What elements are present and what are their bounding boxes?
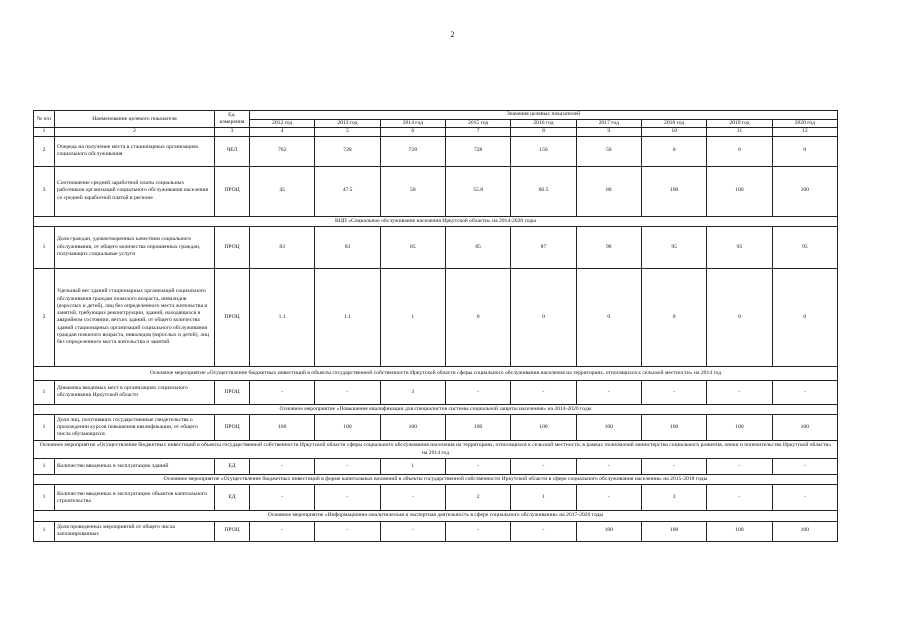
value-cell: 95	[707, 226, 772, 268]
value-cell: 100	[772, 521, 837, 541]
header-year: 2012 год	[250, 120, 315, 128]
value-cell: 100	[641, 166, 706, 216]
section-title: Основное мероприятие «Осуществление бюджетных инвестиций в объекты государственной собственности Иркутской области сферы социального обслуживания населения на территориях, относящихся к сельской местности» на 2014 год	[34, 366, 838, 380]
header-year: 2019 год	[707, 120, 772, 128]
unit-cell: ПРОЦ	[215, 268, 250, 366]
unit-cell: ПРОЦ	[215, 226, 250, 268]
value-cell: 728	[380, 136, 445, 166]
row-number: 3	[34, 166, 55, 216]
row-number: 1	[34, 226, 55, 268]
table-row	[34, 166, 838, 216]
value-cell: -	[315, 485, 380, 511]
value-cell: 100	[707, 415, 772, 441]
value-cell: 47.5	[315, 166, 380, 216]
value-cell: 100	[641, 415, 706, 441]
value-cell: -	[445, 380, 510, 404]
column-number: 1	[34, 128, 55, 136]
value-cell: -	[707, 459, 772, 475]
value-cell: 0	[445, 268, 510, 366]
unit-cell: ЕД	[215, 459, 250, 475]
indicator-name: Доля лиц, получивших государственные свидетельства о прохождении курсов повышения квалификации, от общего числа обучающихся	[55, 415, 215, 441]
header-year: 2018 год	[641, 120, 706, 128]
indicator-name: Доля проведенных мероприятий от общего числа запланированных	[55, 521, 215, 541]
row-number: 2	[34, 136, 55, 166]
table-row	[34, 380, 838, 404]
column-number: 5	[315, 128, 380, 136]
value-cell: -	[707, 485, 772, 511]
indicator-name: Доля граждан, удовлетворенных качеством социального обслуживания, от общего количества опрошенных граждан, получающих социальные услуги	[55, 226, 215, 268]
header-year: 2017 год	[576, 120, 641, 128]
value-cell: 58	[380, 166, 445, 216]
value-cell: 50	[576, 136, 641, 166]
section-title: ВЦП «Социальное обслуживание населения Иркутской области» на 2014-2020 годы	[34, 216, 838, 226]
value-cell: -	[641, 459, 706, 475]
column-number: 4	[250, 128, 315, 136]
value-cell: 3	[641, 485, 706, 511]
value-cell: -	[380, 485, 445, 511]
table-row	[34, 136, 838, 166]
page-number: 2	[450, 30, 455, 39]
value-cell: 100	[641, 521, 706, 541]
value-cell: 0	[707, 268, 772, 366]
value-cell: -	[445, 521, 510, 541]
value-cell: 100	[576, 415, 641, 441]
unit-cell: ПРОЦ	[215, 380, 250, 404]
column-number: 10	[641, 128, 706, 136]
table-row	[34, 459, 838, 475]
value-cell: 0	[772, 268, 837, 366]
value-cell: -	[250, 380, 315, 404]
target-indicators-table	[33, 110, 838, 542]
unit-cell: ЧЕЛ	[215, 136, 250, 166]
indicator-name: Количество введенных в эксплуатацию зданий	[55, 459, 215, 475]
column-number: 2	[55, 128, 215, 136]
value-cell: 85	[445, 226, 510, 268]
value-cell: 100	[511, 415, 576, 441]
header-year: 2013 год	[315, 120, 380, 128]
table-row	[34, 485, 838, 511]
value-cell: -	[641, 380, 706, 404]
unit-cell: ПРОЦ	[215, 521, 250, 541]
value-cell: 100	[380, 415, 445, 441]
value-cell: 100	[772, 415, 837, 441]
value-cell: -	[772, 380, 837, 404]
section-row	[34, 366, 838, 380]
row-number: 2	[34, 268, 55, 366]
section-title: Основное мероприятие «Осуществление бюджетных инвестиций в объекты государственной собственности Иркутской области сферы социального обслуживания населения на территориях, относящихся к сельской местности, в рамках полномочий министерства социального развития, опеки и попечительства Иркутской области» на 2014 год	[34, 441, 838, 459]
value-cell: -	[250, 459, 315, 475]
section-title: Основное мероприятие «Осуществление бюджетных инвестиций в форме капитальных вложений в объекты государственной собственности Иркутской области в сфере социального обслуживания населения» на 2015-2018 годы	[34, 475, 838, 485]
section-row	[34, 511, 838, 521]
value-cell: 100	[250, 415, 315, 441]
value-cell: -	[380, 521, 445, 541]
header-unit: Ед. измерения	[215, 111, 250, 128]
value-cell: -	[772, 459, 837, 475]
value-cell: 3	[380, 380, 445, 404]
value-cell: 90	[576, 226, 641, 268]
unit-cell: ПРОЦ	[215, 415, 250, 441]
table-row	[34, 268, 838, 366]
row-number: 1	[34, 415, 55, 441]
value-cell: -	[772, 485, 837, 511]
value-cell: 100	[707, 521, 772, 541]
column-number: 6	[380, 128, 445, 136]
value-cell: 100	[772, 166, 837, 216]
value-cell: -	[315, 521, 380, 541]
value-cell: -	[315, 459, 380, 475]
section-row	[34, 216, 838, 226]
value-cell: 100	[445, 415, 510, 441]
indicator-name: Очередь на получение места в стационарных организациях социального обслуживания	[55, 136, 215, 166]
table-row	[34, 226, 838, 268]
value-cell: 66.5	[511, 166, 576, 216]
section-title: Основное мероприятие «Повышение квалификации для специалистов системы социальной защиты населения» на 2014-2020 годы	[34, 404, 838, 414]
value-cell: -	[315, 380, 380, 404]
value-cell: 95	[641, 226, 706, 268]
value-cell: -	[511, 459, 576, 475]
value-cell: 55.8	[445, 166, 510, 216]
value-cell: -	[576, 485, 641, 511]
value-cell: -	[576, 459, 641, 475]
value-cell: 1	[380, 268, 445, 366]
header-year: 2016 год	[511, 120, 576, 128]
value-cell: 100	[707, 166, 772, 216]
value-cell: 0	[641, 136, 706, 166]
value-cell: -	[250, 521, 315, 541]
value-cell: 83	[315, 226, 380, 268]
value-cell: 85	[380, 226, 445, 268]
indicator-name: Динамика вводимых мест в организациях социального обслуживания Иркутской области	[55, 380, 215, 404]
value-cell: 95	[772, 226, 837, 268]
section-row	[34, 404, 838, 414]
column-number: 12	[772, 128, 837, 136]
unit-cell: ЕД	[215, 485, 250, 511]
value-cell: -	[576, 380, 641, 404]
column-number: 3	[215, 128, 250, 136]
indicator-name: Соотношение средней заработной платы социальных работников организаций социального обслуживания населения со средней заработной платой в регионе	[55, 166, 215, 216]
value-cell: 80	[576, 166, 641, 216]
value-cell: 728	[445, 136, 510, 166]
column-number: 11	[707, 128, 772, 136]
row-number: 1	[34, 459, 55, 475]
value-cell: 1	[380, 459, 445, 475]
value-cell: 45	[250, 166, 315, 216]
value-cell: -	[511, 521, 576, 541]
table-row	[34, 415, 838, 441]
value-cell: 100	[315, 415, 380, 441]
row-number: 1	[34, 485, 55, 511]
header-year: 2014 год	[380, 120, 445, 128]
indicator-name: Количество введенных в эксплуатацию объектов капитального строительства	[55, 485, 215, 511]
section-row	[34, 441, 838, 459]
row-number: 1	[34, 380, 55, 404]
value-cell: 1.1	[315, 268, 380, 366]
header-num: № п/п	[34, 111, 55, 128]
column-number: 7	[445, 128, 510, 136]
value-cell: -	[511, 380, 576, 404]
value-cell: 0	[707, 136, 772, 166]
value-cell: -	[250, 485, 315, 511]
value-cell: 0	[511, 268, 576, 366]
section-row	[34, 475, 838, 485]
header-values-title: Значения целевых показателей	[250, 111, 838, 120]
value-cell: 762	[250, 136, 315, 166]
value-cell: 0	[576, 268, 641, 366]
value-cell: 150	[511, 136, 576, 166]
header-year: 2020 год	[772, 120, 837, 128]
column-number: 8	[511, 128, 576, 136]
value-cell: 87	[511, 226, 576, 268]
indicator-name: Удельный вес зданий стационарных организаций социального обслуживания граждан пожилого возраста, инвалидов (взрослых и детей), лиц без определенного места жительства и занятий, требующих реконструкции, зданий, находящихся в аварийном состоянии, ветхих зданий, от общего количества зданий стационарных организаций социального обслуживания граждан пожилого возраста, инвалидов (взрослых и детей), лиц без определенного места жительства и занятий	[55, 268, 215, 366]
value-cell: 0	[772, 136, 837, 166]
table-row	[34, 521, 838, 541]
value-cell: 728	[315, 136, 380, 166]
value-cell: -	[707, 380, 772, 404]
value-cell: 1	[511, 485, 576, 511]
value-cell: 0	[641, 268, 706, 366]
row-number: 1	[34, 521, 55, 541]
value-cell: 83	[250, 226, 315, 268]
header-year: 2015 год	[445, 120, 510, 128]
value-cell: 2	[445, 485, 510, 511]
value-cell: -	[445, 459, 510, 475]
header-name: Наименование целевого показателя	[55, 111, 215, 128]
unit-cell: ПРОЦ	[215, 166, 250, 216]
value-cell: 1.1	[250, 268, 315, 366]
column-number: 9	[576, 128, 641, 136]
value-cell: 100	[576, 521, 641, 541]
section-title: Основное мероприятие «Информационно-аналитическая и экспертная деятельность в сфере социального обслуживания» на 2017-2020 годы	[34, 511, 838, 521]
